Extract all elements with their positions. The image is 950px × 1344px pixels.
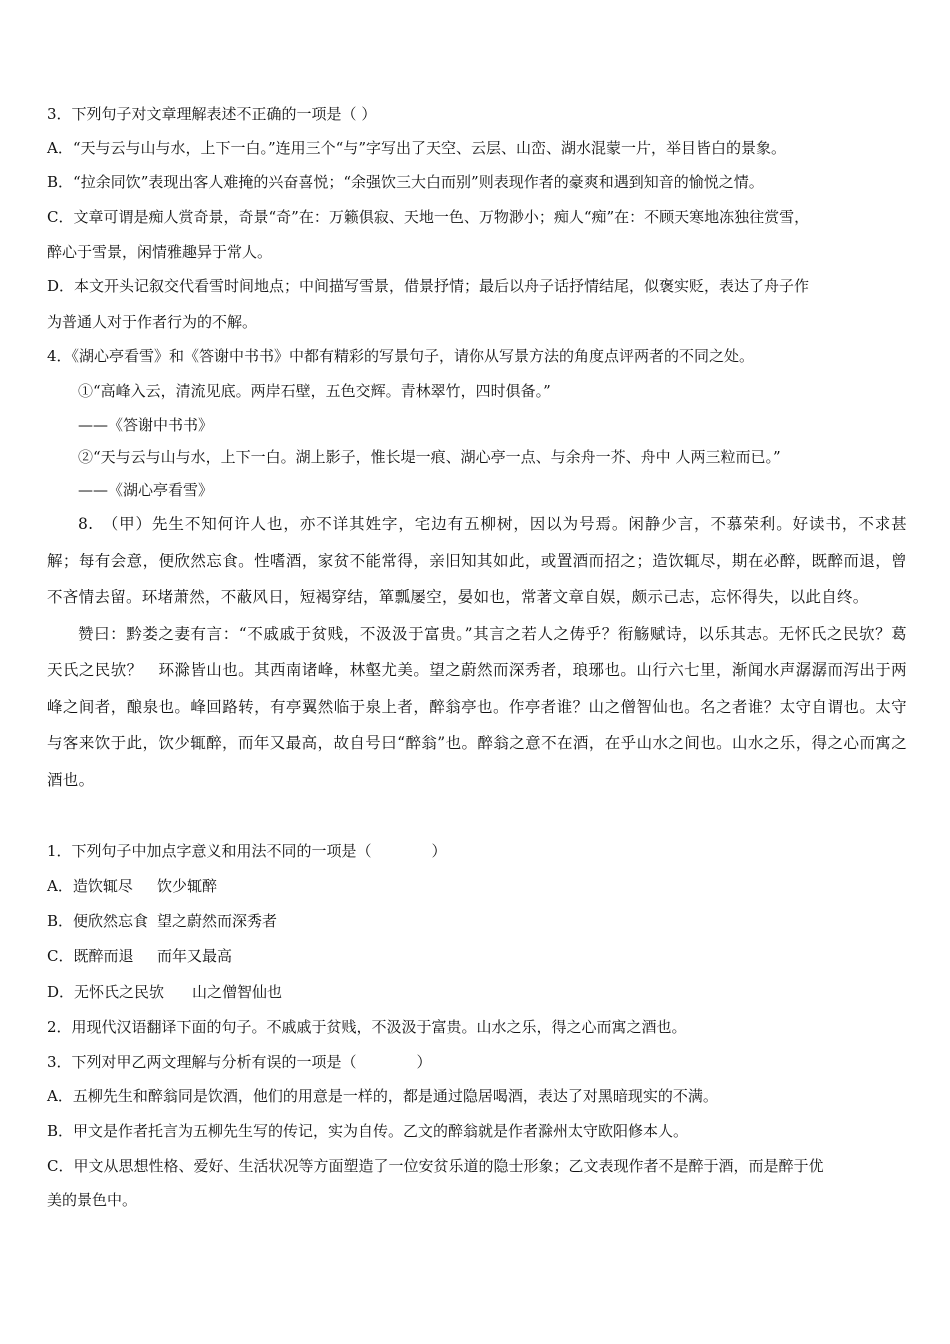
passage-paragraph-1: 8. （甲）先生不知何许人也，亦不详其姓字，宅边有五柳树，因以为号焉。闲静少言，不慕荣利。好读书，不求甚解；每有会意，便欣然忘食。性嗜酒，家贫不能常得，亲旧知其如此，或置酒而招之；造饮辄尽，期在必醉，既醉而退，曾不吝情去留。环堵萧然，不蔽风日，短褐穿结，箪瓢屡空，晏如也，常著文章自娱，颇示己志，忘怀得失，以此自终。: [47, 515, 907, 606]
question-3-option-a: A．“天与云与山与水，上下一白。”连用三个“与”字写出了天空、云层、山峦、湖水混蒙一片，举目皆白的景象。: [47, 139, 787, 157]
option-d-right: 山之僧智仙也: [192, 983, 283, 1001]
question-4-quote-2: ②“天与云与山与水，上下一白。湖上影子，惟长堤一痕、湖心亭一点、与余舟一芥、舟中 人两三粒而已。”: [78, 448, 781, 466]
question-3-option-c-line2: 醉心于雪景，闲情雅趣异于常人。: [47, 243, 273, 261]
question-4-source-2: ——《湖心亭看雪》: [78, 481, 214, 499]
option-b-left: B．便欣然忘食: [47, 912, 149, 930]
question-1-stem: 1．下列句子中加点字意义和用法不同的一项是（ ）: [47, 842, 447, 860]
question-3b-option-c-line1: C．甲文从思想性格、爱好、生活状况等方面塑造了一位安贫乐道的隐士形象；乙文表现作者不是醉于酒，而是醉于优: [47, 1157, 824, 1175]
question-3-option-b: B．“拉余同饮”表现出客人难掩的兴奋喜悦；“余强饮三大白而别”则表现作者的豪爽和遇到知音的愉悦之情。: [47, 173, 764, 191]
question-3b-stem: 3．下列对甲乙两文理解与分析有误的一项是（ ）: [47, 1053, 432, 1071]
option-d-left: D．无怀氏之民欤: [47, 983, 165, 1001]
question-3b-option-c-line2: 美的景色中。: [47, 1191, 138, 1209]
question-2-stem: 2．用现代汉语翻译下面的句子。不戚戚于贫贱，不汲汲于富贵。山水之乐，得之心而寓之酒也。: [47, 1018, 687, 1036]
question-3-option-d-line1: D．本文开头记叙交代看雪时间地点；中间描写雪景，借景抒情；最后以舟子话抒情结尾，似褒实贬，表达了舟子作: [47, 277, 810, 295]
ancient-passage: [47, 506, 907, 798]
option-c-left: C．既醉而退: [47, 947, 134, 965]
question-3b-option-b: B．甲文是作者托言为五柳先生写的传记，实为自传。乙文的醉翁就是作者滁州太守欧阳修本人。: [47, 1122, 689, 1140]
option-b-right: 望之蔚然而深秀者: [157, 912, 278, 930]
passage-paragraph-2: 赞曰：黔娄之妻有言：“不戚戚于贫贱，不汲汲于富贵。”其言之若人之俦乎？衔觞赋诗，以乐其志。无怀氏之民欤？葛天氏之民欤？ 环滁皆山也。其西南诸峰，林壑尤美。望之蔚然而深秀者，琅琊也。山行六七里，渐闻水声潺潺而泻出于两峰之间者，酿泉也。峰回路转，有亭翼然临于泉上者，醉翁亭也。作亭者谁？山之僧智仙也。名之者谁？太守自谓也。太守与客来饮于此，饮少辄醉，而年又最高，故自号曰“醉翁”也。醉翁之意不在酒，在乎山水之间也。山水之乐，得之心而寓之酒也。: [47, 624, 907, 789]
option-c-right: 而年又最高: [157, 947, 233, 965]
question-3-stem: 3．下列句子对文章理解表述不正确的一项是（ ）: [47, 105, 377, 123]
question-4-stem: 4．《湖心亭看雪》和《答谢中书书》中都有精彩的写景句子，请你从写景方法的角度点评两者的不同之处。: [47, 347, 755, 365]
question-1-option-b: [47, 911, 907, 931]
question-4-quote-1: ①“高峰入云，清流见底。两岸石壁，五色交辉。青林翠竹，四时俱备。”: [78, 382, 551, 400]
option-a-left: A．造饮辄尽: [47, 877, 133, 895]
question-1-option-d: [47, 982, 907, 1002]
question-1-option-c: [47, 946, 907, 966]
question-3-option-d-line2: 为普通人对于作者行为的不解。: [47, 313, 258, 331]
option-a-right: 饮少辄醉: [157, 877, 218, 895]
question-4-source-1: ——《答谢中书书》: [78, 416, 214, 434]
question-3b-option-a: A．五柳先生和醉翁同是饮酒，他们的用意是一样的，都是通过隐居喝酒，表达了对黑暗现实的不满。: [47, 1087, 718, 1105]
question-3-option-c-line1: C．文章可谓是痴人赏奇景，奇景“奇”在：万籁俱寂、天地一色、万物渺小；痴人“痴”在：不顾天寒地冻独往赏雪，: [47, 208, 810, 226]
question-1-option-a: [47, 876, 907, 896]
